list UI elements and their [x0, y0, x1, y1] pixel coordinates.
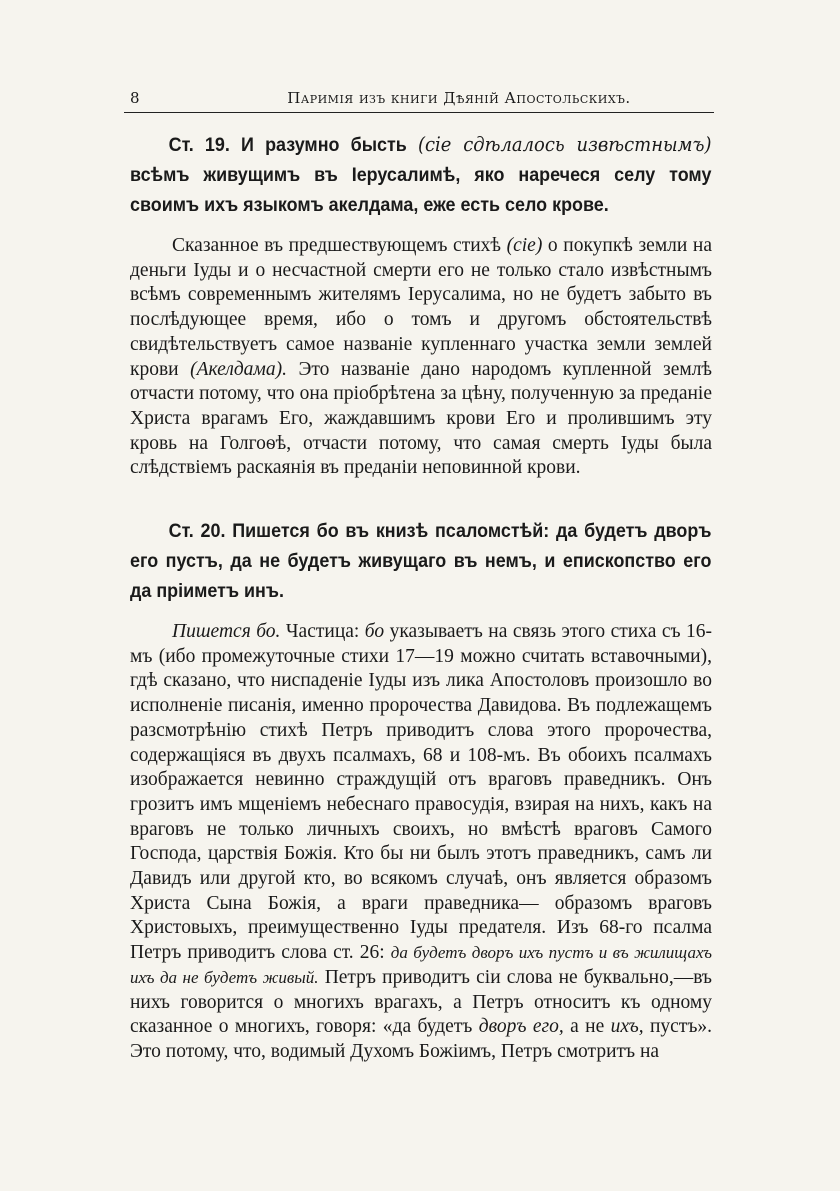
verse-19-text-a: И разумно бысть: [241, 134, 407, 156]
verse-19-text-b: всѣмъ живущимъ въ Іерусалимѣ, яко наречеся селу тому своимъ ихъ языкомъ акелдама, еже есть село крове.: [130, 164, 712, 216]
verse-19-heading: [130, 130, 711, 220]
commentary-19-p1-ital: (сіе): [506, 235, 543, 256]
verse-19-label: Ст. 19.: [168, 134, 230, 156]
verse-20-heading: [130, 516, 711, 606]
commentary-20-i2: бо: [364, 621, 385, 642]
header-rule: [124, 112, 714, 113]
commentary-19-p2-ital: (Акелдама).: [190, 358, 287, 380]
commentary-20-t5: пустъ». Это потому, что, водимый Духомъ Божіимъ, Петръ смотритъ на: [130, 1016, 713, 1062]
commentary-19-p2: о покупкѣ земли на деньги Іуды и о несчастной смерти его не только стало извѣстнымъ всѣмъ современнымъ жителямъ Іерусалима, но не будетъ забыто въ послѣдующее время, ибо о томъ и другомъ обстоятельствѣ свидѣтельствуетъ самое названіе купленнаго участка земли землей крови: [130, 235, 713, 380]
commentary-20-i1: Пишется бо.: [172, 621, 281, 642]
commentary-20: [130, 620, 712, 1065]
verse-20-label: Ст. 20.: [168, 520, 226, 542]
commentary-20-t4: а не: [570, 1016, 605, 1038]
verse-20-text: Пишется бо въ книзѣ псаломстѣй: да будетъ дворъ его пустъ, да не будетъ живущаго въ немъ, и епископство его да пріиметъ инъ.: [130, 520, 712, 602]
commentary-20-i4: дворъ его,: [478, 1016, 564, 1038]
commentary-20-t3: Петръ приводитъ сіи слова не буквально,—въ нихъ говорится о многихъ врагахъ, а Петръ относитъ къ одному сказанное о многихъ, говоря: «да будетъ: [130, 966, 713, 1038]
commentary-20-t1: Частица:: [285, 621, 360, 642]
commentary-20-t2: указываетъ на связь этого стиха съ 16-мъ (ибо промежуточные стихи 17—19 можно считать вставочными), гдѣ сказано, что ниспаденіе Іуды изъ лика Апостоловъ произошло во исполненіе писанія, именно пророчества Давидова. Въ подлежащемъ разсмотрѣнію стихѣ Петръ приводитъ слова этого пророчества, содержащіяся въ двухъ псалмахъ, 68 и 108-мъ. Въ обоихъ псалмахъ изображается невинно страждущій отъ враговъ праведникъ. Онъ грозитъ имъ мщеніемъ небеснаго правосудія, взирая на нихъ, какъ на враговъ не только личныхъ своихъ, но вмѣстѣ враговъ Самого Господа, царствія Божія. Кто бы ни былъ этотъ праведникъ, самъ ли Давидъ или другой кто, во всякомъ случаѣ, онъ является образомъ Христа Сына Божія, а враги праведника— образомъ враговъ Христовыхъ, преимущественно Іуды предателя. Изъ 68-го псалма Петръ приводитъ слова ст. 26:: [130, 621, 713, 964]
page-header: [124, 86, 710, 112]
commentary-19-p3: Это названіе дано народомъ купленной землѣ отчасти потому, что она пріобрѣтена за цѣну, полученную за преданіе Христа врагамъ Его, жаждавшимъ крови Его и пролившимъ эту кровь на Голгоѳѣ, отчасти потому, что самая смерть Іуды была слѣдствіемъ раскаянія въ преданіи неповинной крови.: [130, 358, 713, 479]
page-number: 8: [130, 89, 140, 107]
commentary-19-p1: Сказанное въ предшествующемъ стихѣ: [172, 235, 502, 256]
commentary-20-i5: ихъ,: [610, 1016, 644, 1038]
running-title: Паримія изъ книги Дѣяній Апостольскихъ.: [287, 89, 631, 107]
verse-19-gloss: (сіе сдѣлалось извѣстнымъ): [418, 133, 712, 156]
commentary-20-i3: да будетъ дворъ ихъ пустъ и въ жилищахъ ихъ да не будетъ живый.: [130, 943, 713, 987]
commentary-19: [130, 234, 712, 481]
